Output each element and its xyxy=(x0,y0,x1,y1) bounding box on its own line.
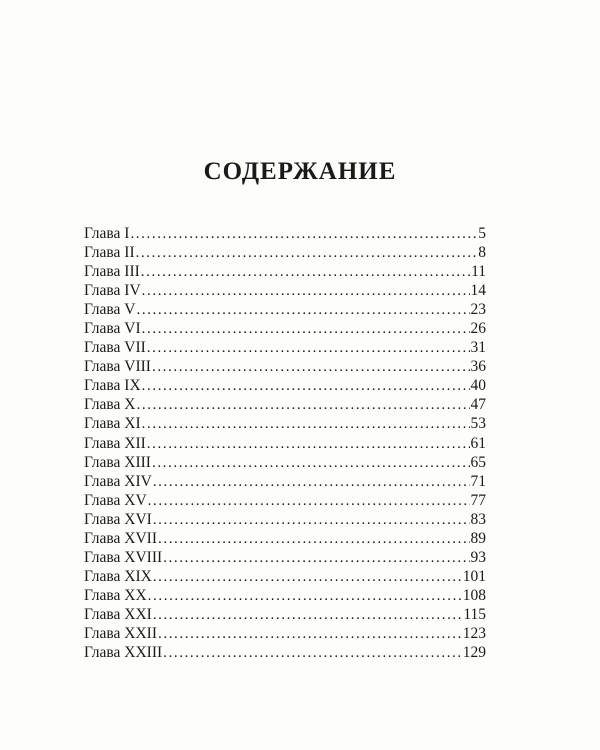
toc-entry-label: Глава XXI xyxy=(84,605,152,623)
toc-entry xyxy=(84,263,486,282)
toc-entry-page-number: 31 xyxy=(470,339,486,357)
toc-dot-leader xyxy=(136,302,469,319)
toc-entry-page-number: 14 xyxy=(470,282,486,300)
toc-entry xyxy=(84,339,486,358)
toc-entry-label: Глава I xyxy=(84,225,130,242)
toc-entry-page-number: 129 xyxy=(462,644,486,662)
toc-entry-page-number: 83 xyxy=(470,510,486,528)
toc-entry xyxy=(84,396,486,415)
toc-entry-label: Глава IX xyxy=(84,377,141,395)
toc-entry-label: Глава XIV xyxy=(84,472,152,490)
toc-dot-leader xyxy=(136,245,478,262)
toc-dot-leader xyxy=(153,512,470,529)
toc-dot-leader xyxy=(158,531,470,548)
toc-entry xyxy=(84,358,486,377)
toc-entry xyxy=(84,644,486,663)
toc-entry xyxy=(84,625,486,644)
toc-entry-label: Глава XXIII xyxy=(84,644,163,662)
toc-dot-leader xyxy=(142,321,470,338)
toc-entry xyxy=(84,415,486,434)
toc-dot-leader xyxy=(158,626,462,643)
toc-entry-label: Глава XI xyxy=(84,415,141,433)
toc-dot-leader xyxy=(142,416,470,433)
toc-entry-label: Глава IV xyxy=(84,282,141,300)
toc-entry-page-number: 108 xyxy=(462,586,486,604)
toc-dot-leader xyxy=(163,550,469,567)
toc-entry xyxy=(84,587,486,606)
toc-entry-page-number: 40 xyxy=(470,377,486,395)
toc-entry-page-number: 115 xyxy=(463,605,486,623)
toc-entry-page-number: 101 xyxy=(462,567,486,585)
toc-entry-label: Глава III xyxy=(84,263,140,281)
toc-entry-label: Глава X xyxy=(84,396,136,414)
toc-dot-leader xyxy=(152,455,470,472)
toc-entry-label: Глава VIII xyxy=(84,358,151,376)
toc-entry-page-number: 65 xyxy=(470,453,486,471)
toc-entry xyxy=(84,320,486,339)
toc-entry-page-number: 123 xyxy=(462,624,486,642)
toc-entry-label: Глава XIII xyxy=(84,453,151,471)
toc-dot-leader xyxy=(130,226,477,243)
toc-dot-leader xyxy=(142,283,470,300)
toc-entry-page-number: 77 xyxy=(470,491,486,509)
toc-entry xyxy=(84,606,486,625)
toc-entry xyxy=(84,301,486,320)
toc-entry xyxy=(84,244,486,263)
toc-dot-leader xyxy=(153,474,470,491)
toc-entry-page-number: 8 xyxy=(478,244,486,262)
toc-entry xyxy=(84,377,486,396)
toc-dot-leader xyxy=(142,378,470,395)
toc-entry-label: Глава XII xyxy=(84,434,146,452)
toc-dot-leader xyxy=(163,645,462,662)
table-of-contents xyxy=(84,225,486,663)
toc-entry-page-number: 36 xyxy=(470,358,486,376)
toc-dot-leader xyxy=(136,397,469,414)
toc-entry-page-number: 47 xyxy=(470,396,486,414)
toc-dot-leader xyxy=(153,607,462,624)
toc-entry-page-number: 53 xyxy=(470,415,486,433)
toc-entry-label: Глава XX xyxy=(84,586,147,604)
toc-dot-leader xyxy=(148,588,462,605)
toc-entry-label: Глава XVII xyxy=(84,529,157,547)
toc-entry xyxy=(84,225,486,244)
toc-entry-label: Глава V xyxy=(84,301,136,319)
toc-dot-leader xyxy=(152,359,470,376)
toc-entry-page-number: 61 xyxy=(470,434,486,452)
toc-entry-page-number: 89 xyxy=(470,529,486,547)
toc-entry xyxy=(84,454,486,473)
toc-entry xyxy=(84,530,486,549)
page-title: СОДЕРЖАНИЕ xyxy=(203,158,397,185)
toc-entry-page-number: 5 xyxy=(478,225,486,242)
toc-entry-label: Глава VII xyxy=(84,339,146,357)
toc-entry xyxy=(84,511,486,530)
toc-entry xyxy=(84,473,486,492)
toc-entry-page-number: 11 xyxy=(471,263,486,281)
toc-entry-page-number: 93 xyxy=(470,548,486,566)
toc-dot-leader xyxy=(153,569,462,586)
toc-entry-page-number: 26 xyxy=(470,320,486,338)
toc-entry-label: Глава XV xyxy=(84,491,147,509)
toc-dot-leader xyxy=(141,264,470,281)
toc-dot-leader xyxy=(147,340,470,357)
toc-entry-label: Глава XIX xyxy=(84,567,152,585)
toc-entry xyxy=(84,282,486,301)
toc-entry-label: Глава VI xyxy=(84,320,141,338)
toc-entry xyxy=(84,492,486,511)
toc-entry xyxy=(84,435,486,454)
toc-entry-label: Глава XVIII xyxy=(84,548,163,566)
toc-entry-label: Глава XXII xyxy=(84,624,157,642)
toc-entry-page-number: 71 xyxy=(470,472,486,490)
toc-entry xyxy=(84,568,486,587)
toc-dot-leader xyxy=(148,493,470,510)
toc-entry-page-number: 23 xyxy=(470,301,486,319)
toc-entry-label: Глава XVI xyxy=(84,510,152,528)
toc-entry xyxy=(84,549,486,568)
toc-dot-leader xyxy=(147,436,470,453)
toc-entry-label: Глава II xyxy=(84,244,135,262)
